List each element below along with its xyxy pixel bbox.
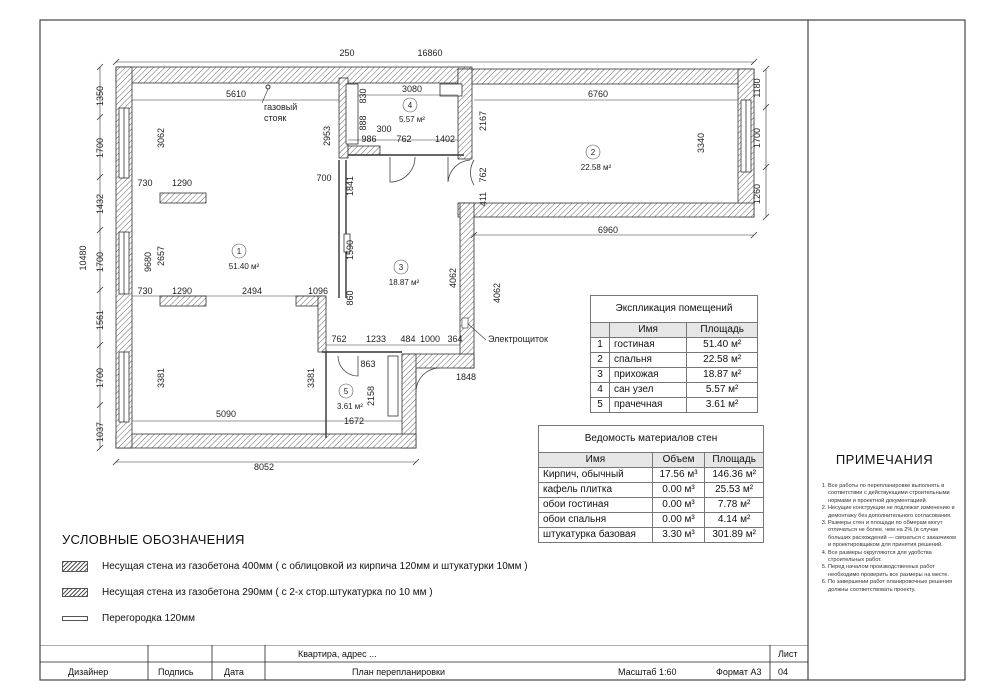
dim: 8052: [253, 462, 275, 472]
dim: 1700: [95, 137, 105, 159]
dim: 2953: [322, 125, 332, 147]
dim: 4062: [492, 282, 502, 304]
col-header: Площадь: [705, 453, 764, 468]
note-item: 3. Размеры стен и площади по обмерам могут отличаться не более, чем на 2% (в случае больших расхождений — связаться с заказчиком и проектировщиком для принятия решений.: [828, 520, 957, 550]
dim: 700: [316, 173, 332, 183]
scale-text: Масштаб 1:60: [618, 667, 677, 677]
room-area: 5.57 м²: [399, 115, 425, 124]
dim: 730: [137, 178, 153, 188]
dim: 6960: [597, 225, 619, 235]
room-explication-table: [590, 295, 758, 413]
note-item: 6. По завершении работ планировочные решения должны соответствовать проекту.: [828, 579, 957, 594]
legend-title: УСЛОВНЫЕ ОБОЗНАЧЕНИЯ: [62, 532, 245, 547]
col-header: Имя: [610, 323, 687, 338]
dim: 1672: [343, 416, 365, 426]
dim: 1037: [95, 421, 105, 443]
dim: 3340: [696, 132, 706, 154]
dim: 2494: [241, 286, 263, 296]
dim: 2167: [478, 110, 488, 132]
table-row: кафель плитка 0.00 м³ 25.53 м²: [539, 483, 764, 498]
note-item: 4. Все размеры округляются для удобства строительных работ.: [828, 550, 957, 565]
dim: 762: [396, 134, 412, 144]
col-header: Площадь: [687, 323, 758, 338]
dim: 1350: [95, 85, 105, 107]
dim: 762: [478, 167, 488, 183]
dim: 9680: [143, 251, 153, 273]
dim: 1096: [307, 286, 329, 296]
dim: 6760: [587, 89, 609, 99]
dim: 2158: [366, 385, 376, 407]
format-text: Формат А3: [716, 667, 762, 677]
dim: 1290: [171, 178, 193, 188]
note-item: 5. Перед началом производственных работ необходимо проверить все размеры на месте.: [828, 564, 957, 579]
legend: [62, 532, 622, 637]
room-number: 4: [407, 101, 413, 110]
col-header: Объем: [652, 453, 705, 468]
col-header: Имя: [539, 453, 653, 468]
dim: 3381: [306, 367, 316, 389]
dim: 3062: [156, 127, 166, 149]
dim: 1700: [752, 127, 762, 149]
gas-riser-label-line2: стояк: [264, 113, 287, 123]
dim: 1700: [95, 251, 105, 273]
dim: 4062: [448, 267, 458, 289]
dim: 3080: [401, 84, 423, 94]
room-number: 2: [590, 148, 596, 157]
dim: 830: [358, 88, 368, 104]
dim: 3381: [156, 367, 166, 389]
legend-label: Перегородка 120мм: [102, 612, 195, 624]
sheet-number: 04: [778, 667, 789, 677]
dim: 1000: [419, 334, 441, 344]
notes-panel: [812, 452, 957, 594]
signature-label: Подпись: [158, 667, 194, 677]
dim: 1233: [365, 334, 387, 344]
partition-swatch: [62, 616, 88, 621]
electric-panel-label: Электрощиток: [488, 334, 548, 344]
sheet-label: Лист: [778, 649, 798, 659]
legend-label: Несущая стена из газобетона 290мм ( с 2-х стор.штукатурка по 10 мм ): [102, 586, 433, 598]
dim: 300: [376, 124, 392, 134]
note-item: 2. Несущие конструкции не подлежат изменению и демонтажу без дополнительного согласования.: [828, 505, 957, 520]
wall-materials-table: [538, 425, 764, 543]
table-row: 4 сан узел 5.57 м²: [591, 383, 758, 398]
dim: 1848: [455, 372, 477, 382]
dim: 16860: [417, 48, 443, 58]
notes-title: ПРИМЕЧАНИЯ: [835, 452, 934, 467]
legend-item: [62, 559, 622, 573]
dim: 250: [339, 48, 355, 58]
table-row: штукатурка базовая 3.30 м³ 301.89 м²: [539, 528, 764, 543]
table-row: обои гостиная 0.00 м³ 7.78 м²: [539, 498, 764, 513]
dim: 484: [400, 334, 416, 344]
dim: 1290: [171, 286, 193, 296]
dim: 364: [447, 334, 463, 344]
notes-list: [812, 483, 957, 594]
gas-riser-leader: [262, 89, 268, 103]
gas-riser-marker: [266, 85, 270, 89]
table-row: 1 гостиная 51.40 м²: [591, 338, 758, 353]
dim: 10480: [78, 245, 88, 271]
room-number: 3: [398, 263, 404, 272]
dim: 1590: [345, 239, 355, 261]
legend-item: [62, 611, 622, 625]
dim: 888: [358, 115, 368, 131]
explication-title: Экспликация помещений: [591, 296, 758, 323]
room-number: 1: [236, 247, 242, 256]
table-row: обои спальня 0.00 м³ 4.14 м²: [539, 513, 764, 528]
dim: 730: [137, 286, 153, 296]
dim: 5090: [215, 409, 237, 419]
note-item: 1. Все работы по перепланировке выполнять в соответствии с действующими строительными нормами и проектной документацией.: [828, 483, 957, 505]
room-area: 51.40 м²: [228, 262, 260, 271]
dim: 863: [360, 359, 376, 369]
dim: 2657: [156, 245, 166, 267]
table-row: 3 прихожая 18.87 м²: [591, 368, 758, 383]
electric-panel: [462, 318, 468, 328]
materials-title: Ведомость материалов стен: [539, 426, 764, 453]
address-text: Квартира, адрес ...: [298, 649, 377, 659]
gas-riser-label-line1: газовый: [264, 102, 298, 112]
dim: 1561: [95, 309, 105, 331]
designer-label: Дизайнер: [68, 667, 109, 677]
legend-label: Несущая стена из газобетона 400мм ( с облицовкой из кирпича 120мм и штукатурки 10мм ): [102, 560, 528, 572]
room-area: 3.61 м²: [337, 402, 363, 411]
dim: 1841: [345, 175, 355, 197]
table-row: 5 прачечная 3.61 м²: [591, 398, 758, 413]
dim: 1180: [752, 78, 762, 98]
room-area: 18.87 м²: [388, 278, 420, 287]
date-label: Дата: [224, 667, 244, 677]
dim: 986: [361, 134, 377, 144]
table-row: 2 спальня 22.58 м²: [591, 353, 758, 368]
dim: 762: [331, 334, 347, 344]
hatch-swatch-400: [62, 561, 88, 572]
dim: 1432: [95, 193, 105, 215]
dim: 1402: [434, 134, 456, 144]
dim: 5610: [225, 89, 247, 99]
dim: 411: [478, 191, 488, 207]
title-block: [40, 645, 808, 680]
plan-title: План перепланировки: [352, 667, 445, 677]
dim: 1700: [95, 367, 105, 389]
columns: [160, 193, 329, 352]
room-area: 22.58 м²: [580, 163, 612, 172]
dim: 1260: [752, 183, 762, 205]
table-row: Кирпич, обычный 17.56 м³ 146.36 м²: [539, 468, 764, 483]
room-number: 5: [343, 387, 349, 396]
dim: 860: [345, 290, 355, 306]
hatch-swatch-290: [62, 588, 88, 597]
legend-item: [62, 585, 622, 599]
